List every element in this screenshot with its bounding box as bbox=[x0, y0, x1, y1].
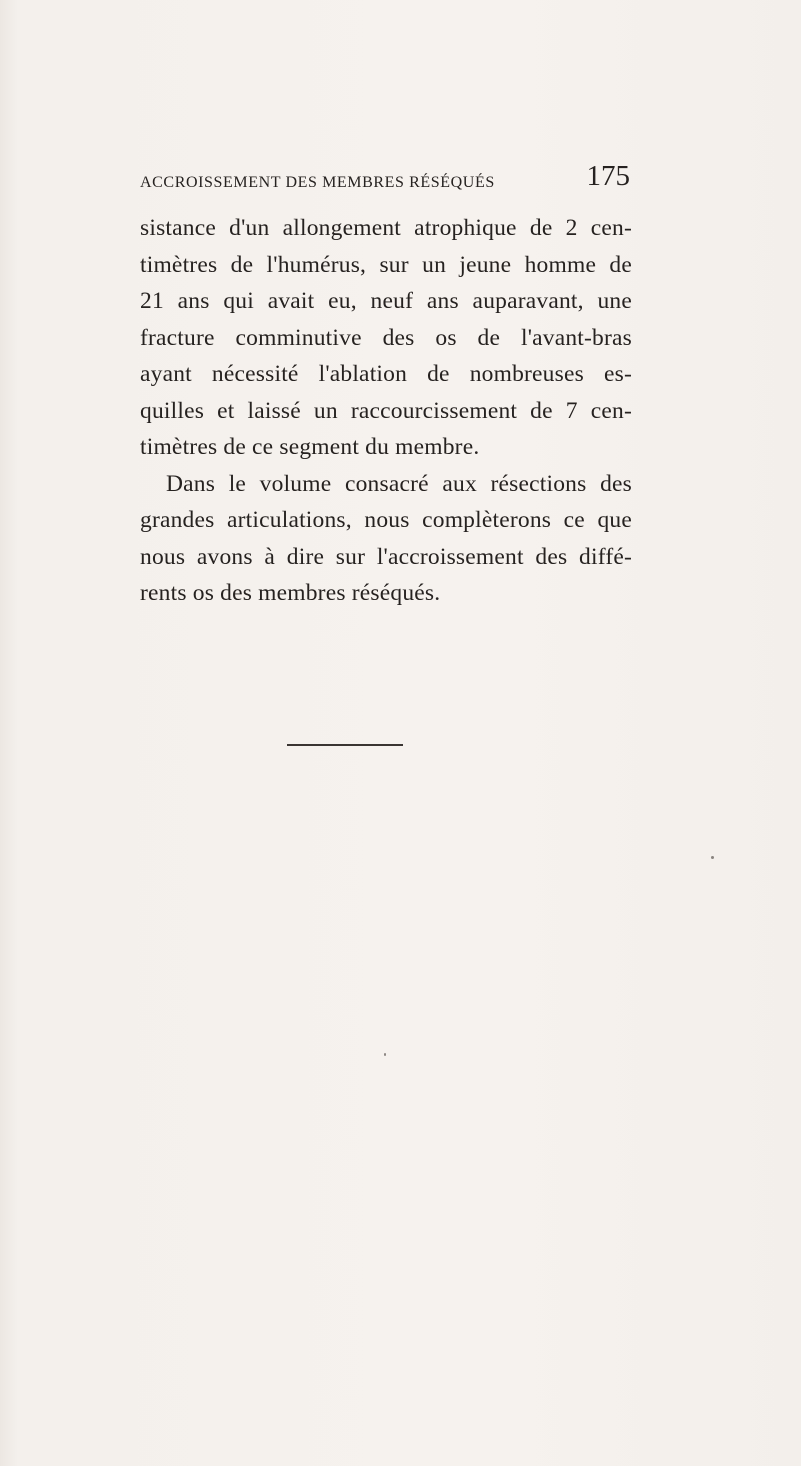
text-line: timètres de ce segment du membre. bbox=[140, 434, 480, 460]
paper-speck bbox=[384, 1053, 386, 1056]
text-line: rents os des membres réséqués. bbox=[140, 580, 441, 606]
text-line: quilles et laissé un raccourcissement de 7 cen- bbox=[140, 397, 632, 424]
paper-speck bbox=[711, 856, 714, 859]
text-line: Dans le volume consacré aux résections des bbox=[166, 470, 632, 497]
text-line: nous avons à dire sur l'accroissement des diffé- bbox=[140, 543, 632, 570]
paragraph-2 bbox=[140, 466, 632, 612]
text-line: fracture comminutive des os de l'avant-bras bbox=[140, 324, 632, 351]
page-header bbox=[140, 162, 630, 198]
paragraph-1 bbox=[140, 210, 632, 466]
text-line: timètres de l'humérus, sur un jeune homme de bbox=[140, 251, 632, 278]
text-line: 21 ans qui avait eu, neuf ans auparavant, une bbox=[140, 288, 632, 314]
text-line: sistance d'un allongement atrophique de 2 cen- bbox=[140, 215, 632, 241]
page-number: 175 bbox=[586, 160, 630, 192]
text-line: grandes articulations, nous complèterons ce que bbox=[140, 507, 632, 533]
section-end-rule bbox=[287, 744, 403, 746]
text-line: ayant nécessité l'ablation de nombreuses es- bbox=[140, 361, 632, 387]
running-title: ACCROISSEMENT DES MEMBRES RÉSÉQUÉS bbox=[140, 174, 495, 191]
body-text bbox=[140, 210, 632, 612]
